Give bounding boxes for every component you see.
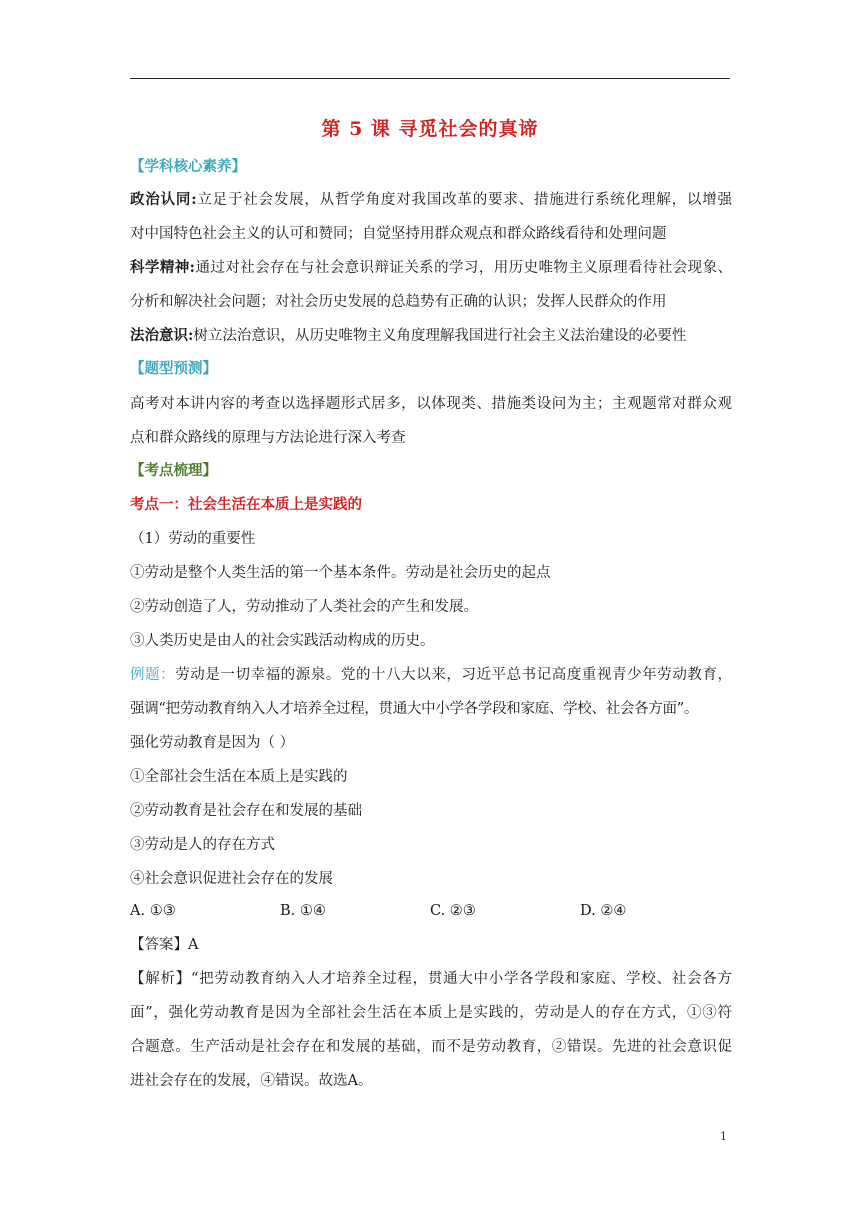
forecast-line-2: 点和群众路线的原理与方法论进行深入考查: [130, 430, 406, 446]
rule-of-law-line: [130, 324, 732, 348]
political-identity-line-2: 对中国特色社会主义的认可和赞同；自觉坚持用群众观点和群众路线看待和处理问题: [130, 226, 667, 242]
option-d: D. ②④: [580, 903, 627, 919]
option-b: B. ①④: [280, 903, 326, 919]
option-c: C. ②③: [430, 903, 476, 919]
section-core-literacy: 【学科核心素养】: [130, 158, 246, 175]
political-identity-line-1: [130, 188, 732, 212]
page-number: 1: [720, 1130, 727, 1143]
key-point-item: ②劳动创造了人，劳动推动了人类社会的产生和发展。: [130, 599, 478, 615]
political-identity-label: 政治认同:: [130, 191, 197, 208]
analysis-line-3: 合题意。生产活动是社会存在和发展的基础，而不是劳动教育，②错误。先进的社会意识促: [130, 1039, 732, 1055]
rule-of-law-label: 法治意识:: [130, 327, 194, 344]
analysis-line-1: 【解析】“把劳动教育纳入人才培养全过程，贯通大中小学各学段和家庭、学校、社会各方: [130, 971, 732, 987]
example-statement: ③劳动是人的存在方式: [130, 837, 275, 853]
section-question-forecast: 【题型预测】: [130, 360, 217, 377]
example-label: 例题：: [130, 667, 176, 683]
forecast-line-1: 高考对本讲内容的考查以选择题形式居多，以体现类、措施类设问为主；主观题常对群众观: [130, 396, 732, 412]
option-a: A. ①③: [130, 903, 176, 919]
scientific-spirit-line-2: 分析和解决社会问题；对社会历史发展的总趋势有正确的认识；发挥人民群众的作用: [130, 294, 667, 310]
answer: 【答案】A: [130, 937, 199, 953]
scientific-spirit-label: 科学精神:: [130, 259, 196, 276]
example-statement: ④社会意识促进社会存在的发展: [130, 871, 333, 887]
key-point-item: ③人类历史是由人的社会实践活动构成的历史。: [130, 633, 435, 649]
example-statement: ②劳动教育是社会存在和发展的基础: [130, 803, 362, 819]
example-text-1: 劳动是一切幸福的源泉。党的十八大以来，习近平总书记高度重视青少年劳动教育，: [175, 667, 733, 683]
example-line-3: 强化劳动教育是因为（ ）: [130, 735, 295, 751]
political-identity-text-1: 立足于社会发展，从哲学角度对我国改革的要求、措施进行系统化理解，以增强: [196, 192, 732, 208]
key-point-item: ①劳动是整个人类生活的第一个基本条件。劳动是社会历史的起点: [130, 565, 551, 581]
example-statement: ①全部社会生活在本质上是实践的: [130, 769, 348, 785]
scientific-spirit-line-1: [130, 256, 732, 280]
rule-of-law-text: 树立法治意识，从历史唯物主义角度理解我国进行社会主义法治建设的必要性: [193, 328, 687, 344]
header-rule: [130, 78, 730, 79]
lesson-title: 第 5 课 寻觅社会的真谛: [321, 118, 539, 140]
section-key-points: 【考点梳理】: [130, 462, 217, 479]
example-line-2: 强调“把劳动教育纳入人才培养全过程，贯通大中小学各学段和家庭、学校、社会各方面”。: [130, 701, 699, 717]
key-point-1-subheading: （1）劳动的重要性: [130, 531, 256, 547]
key-point-1-heading: 考点一：社会生活在本质上是实践的: [130, 496, 362, 513]
analysis-line-2: 面”，强化劳动教育是因为全部社会生活在本质上是实践的，劳动是人的存在方式，①③符: [130, 1005, 732, 1021]
scientific-spirit-text-1: 通过对社会存在与社会意识辩证关系的学习，用历史唯物主义原理看待社会现象、: [195, 260, 733, 276]
analysis-line-4: 进社会存在的发展，④错误。故选A。: [130, 1073, 373, 1089]
example-line-1: [130, 663, 732, 687]
